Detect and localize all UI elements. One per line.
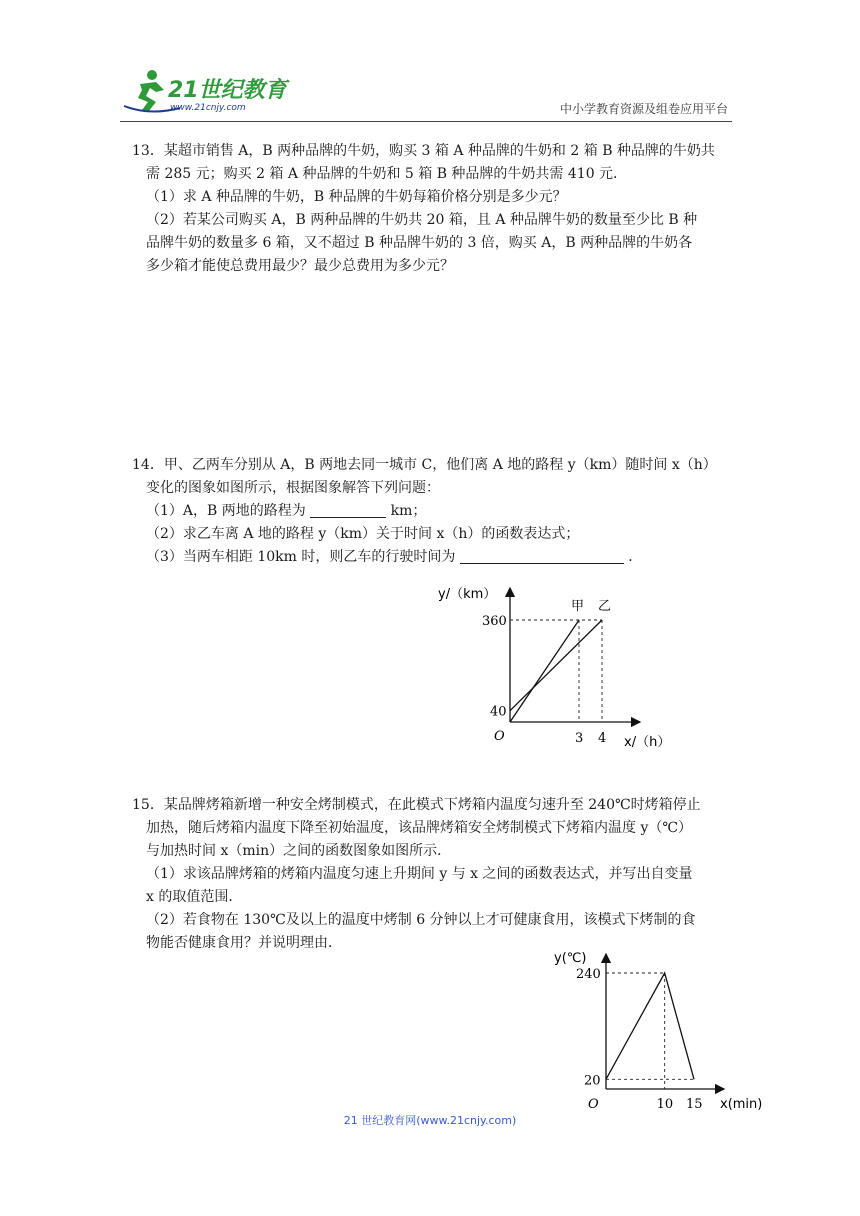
graph2-y-tick-240: 240 — [576, 967, 601, 982]
question-14 — [132, 454, 732, 569]
q15-part2-line1: （2）若食物在 130℃及以上的温度中烤制 6 分钟以上才可健康食用，该模式下烤制的食 — [146, 912, 696, 928]
q14-line2: 变化的图象如图所示，根据图象解答下列问题： — [146, 480, 440, 496]
answer-blank-1[interactable] — [310, 501, 386, 518]
q14-part2: （2）求乙车离 A 地的路程 y（km）关于时间 x（h）的函数表达式； — [146, 526, 580, 542]
q14-part1-unit: km； — [386, 503, 427, 519]
q14-part1 — [132, 500, 732, 523]
graph2-y-tick-20: 20 — [584, 1073, 601, 1089]
q15-line2: 加热，随后烤箱内温度下降至初始温度，该品牌烤箱安全烤制模式下烤箱内温度 y（℃） — [146, 820, 693, 836]
graph1-x-tick-4: 4 — [598, 731, 607, 746]
page-footer: 21 世纪教育网(www.21cnjy.com) — [343, 1114, 517, 1127]
q15-line3: 与加热时间 x（min）之间的函数图象如图所示． — [146, 843, 452, 859]
logo-url: www.21cnjy.com — [170, 103, 246, 113]
graph1-y-tick-40: 40 — [490, 704, 507, 720]
graph1-y-tick-360: 360 — [482, 614, 507, 629]
logo-21cnjy — [120, 66, 290, 118]
header-divider — [120, 121, 732, 122]
graph2-y-label: y(℃) — [554, 951, 587, 966]
q13-part2-line3: 多少箱才能使总费用最少？最少总费用为多少元？ — [146, 258, 454, 274]
graph2-x-tick-15: 15 — [686, 1097, 703, 1112]
platform-title: 中小学教育资源及组卷应用平台 — [559, 102, 728, 116]
q13-part2-line1: （2）若某公司购买 A，B 两种品牌的牛奶共 20 箱，且 A 种品牌牛奶的数量至少比 B 种 — [146, 212, 698, 228]
question-13 — [132, 140, 732, 278]
temperature-curve — [606, 973, 694, 1079]
q13-part2-line2: 品牌牛奶的数量多 6 箱，又不超过 B 种品牌牛奶的 3 倍，购买 A，B 两种品牌的牛奶各 — [146, 235, 693, 251]
q15-part1-line1: （1）求该品牌烤箱的烤箱内温度匀速上升期间 y 与 x 之间的函数表达式，并写出自变量 — [146, 866, 693, 882]
q14-part1-text: （1）A，B 两地的路程为 — [146, 503, 311, 519]
series-label-yi: 乙 — [598, 599, 612, 614]
series-line-yi — [510, 620, 602, 711]
answer-blank-2[interactable] — [460, 547, 624, 564]
q14-line1: 14．甲、乙两车分别从 A，B 两地去同一城市 C，他们离 A 地的路程 y（km）随时间 x（h） — [132, 457, 717, 473]
graph1-origin: O — [494, 729, 505, 744]
q14-part3-text: （3）当两车相距 10km 时，则乙车的行驶时间为 — [146, 549, 460, 565]
q13-line2: 需 285 元；购买 2 箱 A 种品牌的牛奶和 5 箱 B 种品牌的牛奶共需 410 元． — [146, 166, 628, 182]
q14-part3 — [132, 546, 732, 569]
distance-time-graph — [432, 578, 682, 754]
q13-line1: 13．某超市销售 A，B 两种品牌的牛奶，购买 3 箱 A 种品牌的牛奶和 2 箱 B 种品牌的牛奶共 — [132, 143, 715, 159]
q15-part1-line2: x 的取值范围． — [146, 889, 243, 905]
question-15 — [132, 794, 732, 955]
temperature-time-graph — [548, 946, 784, 1116]
graph2-origin: O — [588, 1097, 599, 1112]
q14-part3-end: ． — [623, 549, 643, 565]
graph2-x-tick-10: 10 — [656, 1097, 674, 1112]
series-line-jia — [510, 620, 579, 722]
series-label-jia: 甲 — [571, 599, 585, 614]
q15-line1: 15．某品牌烤箱新增一种安全烤制模式，在此模式下烤箱内温度匀速升至 240℃时烤箱停止 — [132, 797, 701, 813]
graph1-x-label: x/（h） — [624, 735, 671, 750]
page-header — [120, 66, 732, 122]
graph1-y-label: y/（km） — [438, 587, 497, 602]
logo-text: 21世纪教育 — [168, 78, 287, 103]
graph2-x-label: x(min) — [720, 1097, 763, 1112]
q15-part2-line2: 物能否健康食用？并说明理由． — [146, 935, 342, 951]
q13-part1: （1）求 A 种品牌的牛奶，B 种品牌的牛奶每箱价格分别是多少元？ — [146, 189, 567, 205]
graph1-x-tick-3: 3 — [575, 731, 584, 746]
